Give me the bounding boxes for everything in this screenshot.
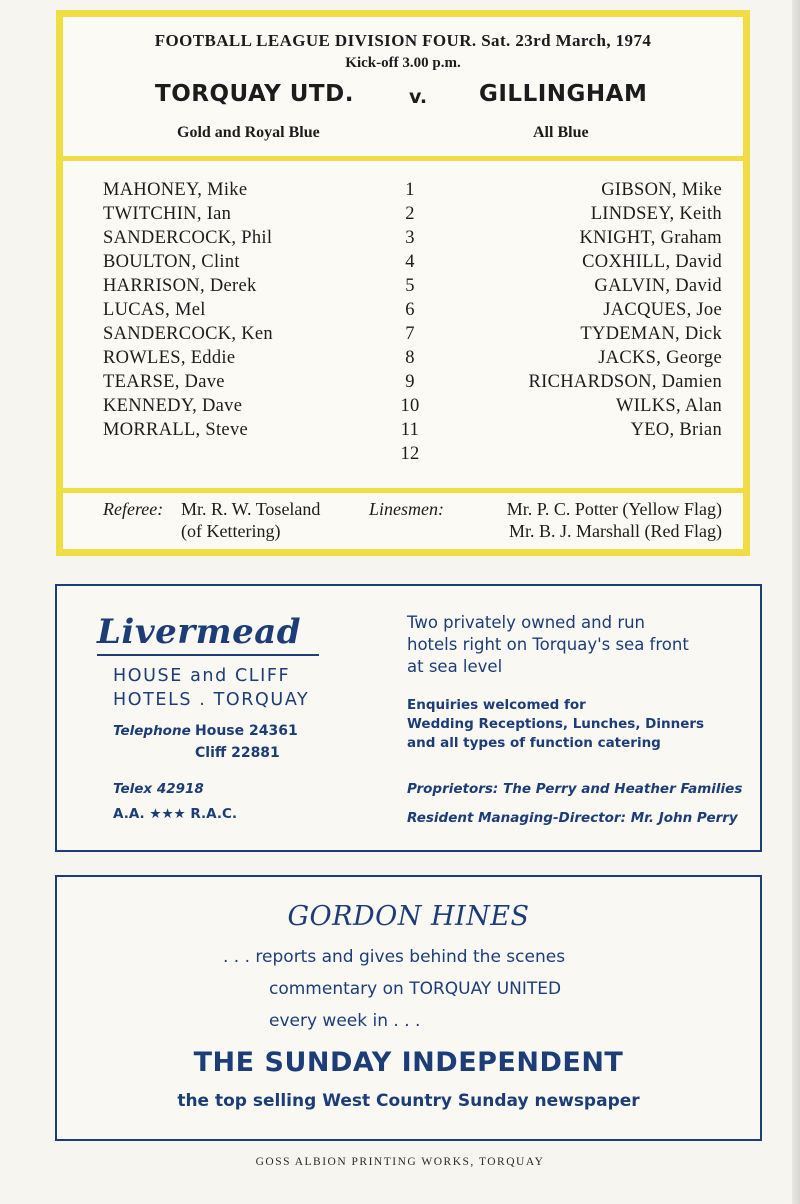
newspaper-name: THE SUNDAY INDEPENDENT: [193, 1047, 624, 1078]
home-player: SANDERCOCK, Phil: [103, 228, 273, 248]
shirt-number: 11: [400, 420, 420, 440]
shirt-number: 1: [405, 180, 415, 200]
away-player: COXHILL, David: [582, 252, 722, 272]
linesman-1: Mr. P. C. Potter (Yellow Flag): [506, 499, 722, 519]
shirt-numbers: [373, 178, 447, 466]
away-player: JACKS, George: [598, 348, 722, 368]
home-player: [103, 442, 273, 466]
away-player: TYDEMAN, Dick: [580, 324, 722, 344]
versus-label: v.: [409, 86, 428, 108]
hotel-blurb: [407, 612, 689, 678]
hotel-ratings: A.A. ★★★ R.A.C.: [113, 806, 237, 822]
shirt-number: 10: [400, 396, 420, 416]
away-player: GALVIN, David: [594, 276, 722, 296]
telephone-label: Telephone: [113, 723, 191, 739]
home-team-name: TORQUAY UTD.: [155, 81, 354, 107]
advert-line: . . . reports and gives behind the scenes: [223, 947, 566, 967]
home-player: BOULTON, Clint: [103, 252, 240, 272]
away-player: JACQUES, Joe: [603, 300, 722, 320]
shirt-number: 7: [405, 324, 415, 344]
home-player: ROWLES, Eddie: [103, 348, 236, 368]
lineups: [63, 161, 743, 493]
blurb-line: Two privately owned and run: [407, 613, 646, 632]
shirt-number: 2: [405, 204, 415, 224]
hotel-logo: Livermead: [97, 612, 302, 652]
team-sheet: [56, 10, 750, 556]
referee-label: Referee:: [103, 499, 164, 519]
hotel-enquiries: [407, 696, 704, 753]
telephone-house: House 24361: [195, 723, 298, 739]
enquiries-line: Enquiries welcomed for: [407, 697, 586, 713]
shirt-number: 12: [400, 444, 420, 464]
hotel-proprietors: Proprietors: The Perry and Heather Families: [407, 781, 743, 797]
home-player: TWITCHIN, Ian: [103, 204, 232, 224]
away-team-name: GILLINGHAM: [479, 81, 648, 107]
away-player: LINDSEY, Keith: [590, 204, 722, 224]
home-player: MAHONEY, Mike: [103, 180, 248, 200]
home-player: MORRALL, Steve: [103, 420, 249, 440]
hotel-town: HOTELS . TORQUAY: [113, 690, 310, 710]
shirt-number: 4: [405, 252, 415, 272]
linesman-2: Mr. B. J. Marshall (Red Flag): [509, 521, 722, 541]
telephone-cliff: Cliff 22881: [195, 745, 280, 761]
home-player: HARRISON, Derek: [103, 276, 257, 296]
newspaper-advert: [55, 875, 762, 1141]
referee-town: (of Kettering): [181, 521, 281, 541]
enquiries-line: and all types of function catering: [407, 735, 661, 751]
printer-credit: GOSS ALBION PRINTING WORKS, TORQUAY: [255, 1156, 545, 1168]
competition-line: FOOTBALL LEAGUE DIVISION FOUR. Sat. 23rd March, 1974: [154, 31, 652, 50]
telex-number: Telex 42918: [113, 781, 204, 797]
newspaper-tagline: the top selling West Country Sunday newspaper: [177, 1091, 640, 1111]
home-player: TEARSE, Dave: [103, 372, 225, 392]
away-player: WILKS, Alan: [615, 396, 722, 416]
home-team-colours: Gold and Royal Blue: [177, 124, 320, 141]
shirt-number: 6: [405, 300, 415, 320]
shirt-number: 9: [405, 372, 415, 392]
blurb-line: at sea level: [407, 657, 503, 676]
advert-line: every week in . . .: [269, 1011, 421, 1031]
away-player: GIBSON, Mike: [601, 180, 722, 200]
kickoff-time: Kick-off 3.00 p.m.: [345, 55, 461, 71]
shirt-number: 8: [405, 348, 415, 368]
away-player: RICHARDSON, Damien: [528, 372, 722, 392]
linesmen-label: Linesmen:: [369, 499, 444, 519]
shirt-number: 3: [405, 228, 415, 248]
home-lineup: [103, 178, 273, 466]
referee-name: Mr. R. W. Toseland: [181, 499, 321, 519]
match-officials: [63, 493, 743, 553]
away-team-colours: All Blue: [533, 124, 589, 141]
blurb-line: hotels right on Torquay's sea front: [407, 635, 689, 654]
away-lineup: [529, 178, 722, 466]
hotel-advert: [55, 584, 762, 852]
shirt-number: 5: [405, 276, 415, 296]
advert-line: commentary on TORQUAY UNITED: [269, 979, 562, 999]
hotel-name: HOUSE and CLIFF: [113, 666, 291, 686]
logo-underline: [97, 654, 319, 656]
enquiries-line: Wedding Receptions, Lunches, Dinners: [407, 716, 705, 732]
home-player: KENNEDY, Dave: [103, 396, 243, 416]
home-player: SANDERCOCK, Ken: [103, 324, 273, 344]
match-header: [63, 17, 743, 161]
hotel-director: Resident Managing-Director: Mr. John Perry: [407, 810, 738, 826]
columnist-name: GORDON HINES: [287, 901, 530, 932]
page-edge: [792, 0, 800, 1204]
away-player: YEO, Brian: [630, 420, 722, 440]
away-player: KNIGHT, Graham: [579, 228, 722, 248]
home-player: LUCAS, Mel: [103, 300, 206, 320]
away-player: [529, 442, 722, 466]
